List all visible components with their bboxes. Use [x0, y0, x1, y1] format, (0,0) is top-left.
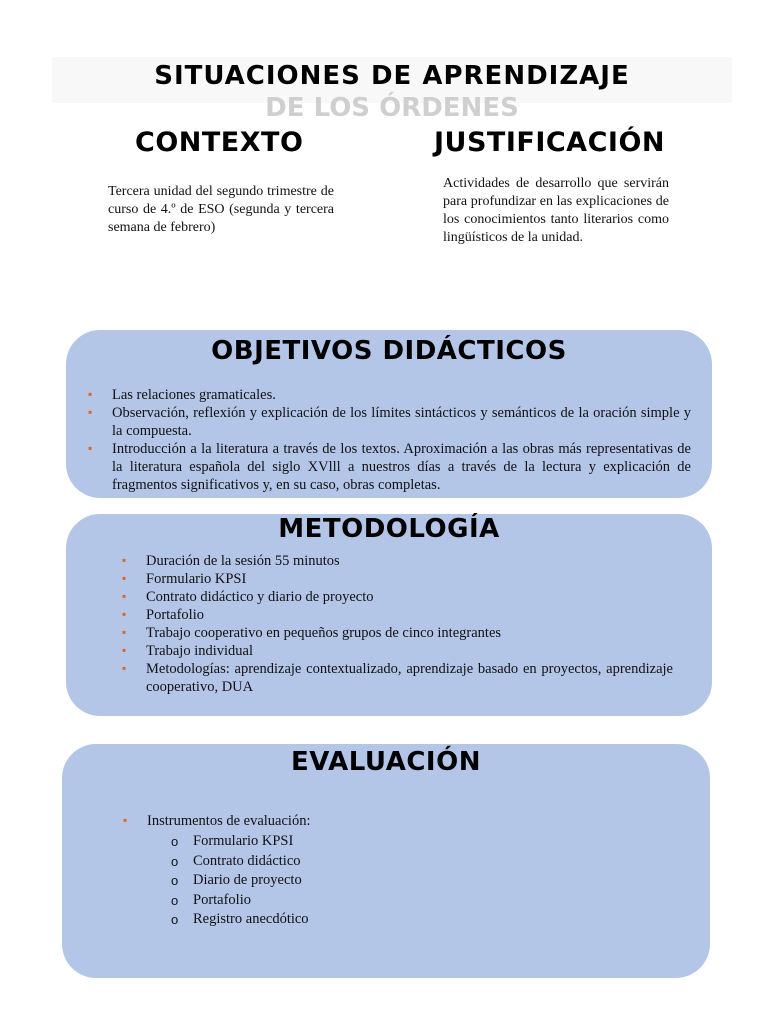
page-title-continuation: DE LOS ÓRDENES: [265, 93, 519, 123]
objetivos-panel: [66, 330, 712, 498]
page-title: SITUACIONES DE APRENDIZAJE: [154, 61, 630, 91]
metodologia-heading: METODOLOGÍA: [278, 514, 500, 544]
contexto-text: Tercera unidad del segundo trimestre de curso de 4.º de ESO (segunda y tercera semana de febrero): [108, 184, 334, 235]
bullet-icon: ▪: [122, 571, 127, 585]
contexto-heading: CONTEXTO: [135, 127, 304, 158]
sub-list-item: o Formulario KPSI: [147, 832, 667, 852]
list-item: ▪ Metodologías: aprendizaje contextualizado, aprendizaje basado en proyectos, aprendizaje cooperativo, DUA: [122, 661, 673, 695]
circle-bullet-icon: o: [171, 873, 179, 888]
bullet-icon: ▪: [88, 405, 93, 419]
bullet-icon: ▪: [122, 607, 127, 621]
list-item: ▪ Duración de la sesión 55 minutos: [122, 553, 340, 569]
evaluacion-panel: [62, 744, 710, 978]
evaluacion-heading: EVALUACIÓN: [291, 747, 481, 777]
title-bar: [52, 57, 732, 123]
justificacion-heading: JUSTIFICACIÓN: [434, 127, 665, 158]
circle-bullet-icon: o: [171, 834, 179, 849]
evaluacion-list: [123, 812, 667, 930]
sub-list-item: o Diario de proyecto: [147, 871, 667, 891]
list-item: ▪ Portafolio: [122, 607, 204, 623]
bullet-icon: ▪: [88, 387, 93, 401]
bullet-icon: ▪: [122, 589, 127, 603]
bullet-icon: ▪: [122, 661, 127, 675]
bullet-icon: ▪: [123, 813, 128, 827]
circle-bullet-icon: o: [171, 853, 179, 869]
circle-bullet-icon: o: [171, 912, 179, 927]
list-item: ▪ Observación, reflexión y explicación de los límites sintácticos y semánticos de la oración simple y la compuesta.: [88, 405, 691, 439]
justificacion-text: Actividades de desarrollo que servirán para profundizar en las explicaciones de los conocimientos tanto literarios como lingüísticos de la unidad.: [443, 176, 669, 245]
metodologia-panel: [66, 514, 712, 716]
list-item: ▪ Formulario KPSI: [122, 571, 247, 587]
list-item: ▪ Introducción a la literatura a través de los textos. Aproximación a las obras más representativas de la literatura española del siglo XVlll a nuestros días a través de la lectura y explicación de fragmentos significativos y, en su caso, obras completas.: [88, 441, 691, 493]
metodologia-list: [122, 552, 673, 696]
list-item: ▪ Las relaciones gramaticales.: [88, 387, 276, 403]
list-item: ▪ Trabajo individual: [122, 643, 254, 659]
evaluacion-content: [62, 804, 710, 927]
evaluacion-sublist: [147, 832, 667, 930]
circle-bullet-icon: o: [171, 892, 179, 908]
bullet-icon: ▪: [122, 643, 127, 657]
sub-list-item: o Registro anecdótico: [147, 910, 667, 930]
list-item: ▪ Trabajo cooperativo en pequeños grupos de cinco integrantes: [122, 625, 502, 641]
sub-list-item: o Contrato didáctico: [147, 852, 667, 872]
list-item: ▪ Contrato didáctico y diario de proyecto: [122, 589, 374, 605]
sub-list-item: o Portafolio: [147, 891, 667, 911]
bullet-icon: ▪: [122, 553, 127, 567]
bullet-icon: ▪: [88, 441, 93, 455]
objetivos-heading: OBJETIVOS DIDÁCTICOS: [211, 336, 567, 366]
bullet-icon: ▪: [122, 625, 127, 639]
objetivos-list: [88, 386, 691, 494]
list-item: ▪ Instrumentos de evaluación: o Formulario KPSI o Contrato didáctico o Diario de proyecto o Portafolio o Registro anecdótico: [147, 812, 667, 930]
